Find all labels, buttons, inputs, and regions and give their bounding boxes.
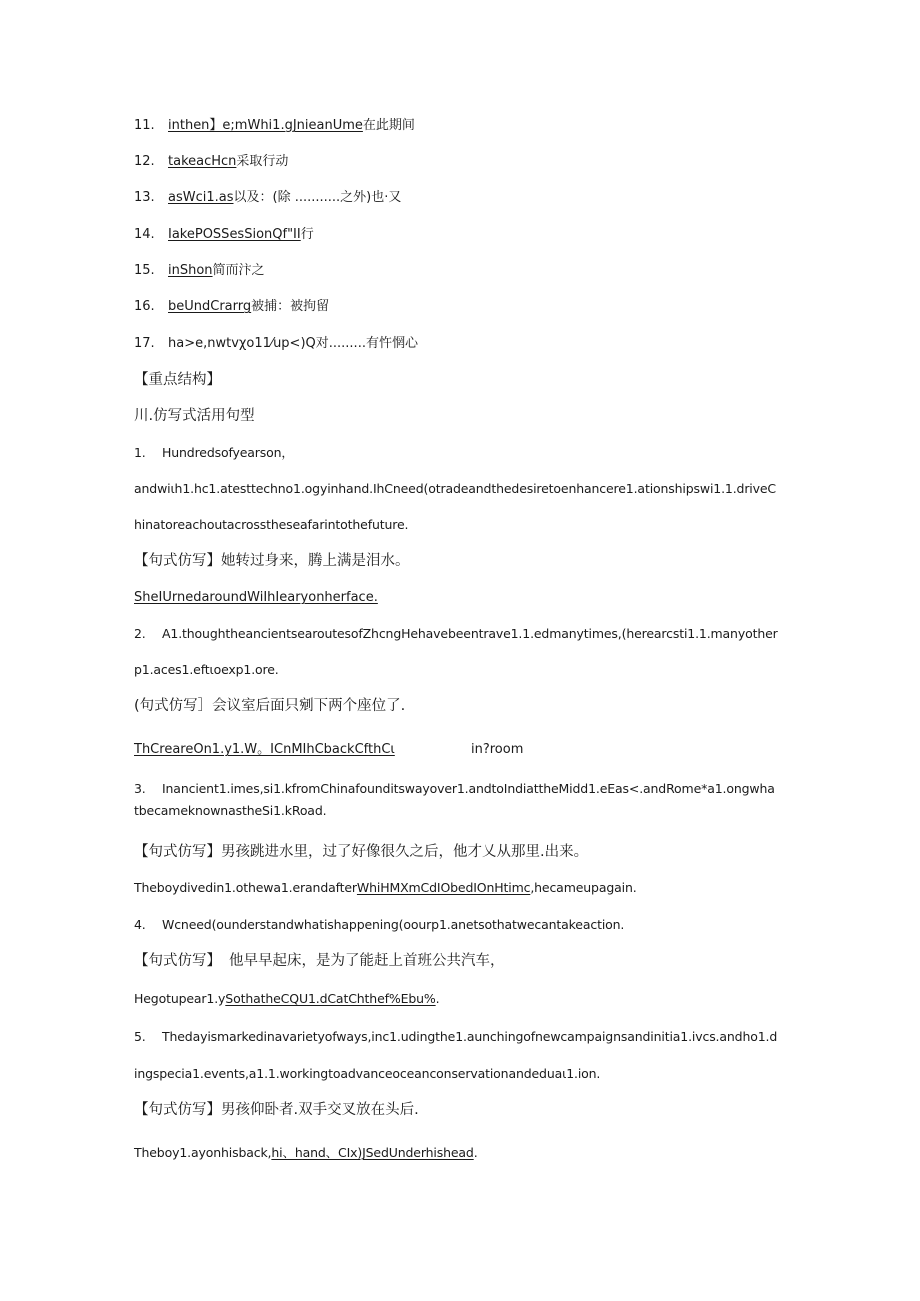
practice-text: 男孩仰卧者.双手交叉放在头后. xyxy=(221,1102,419,1118)
phrase-english: asWci1.as xyxy=(168,190,234,205)
phrase-english: IakePOSSesSionQf"II xyxy=(168,227,301,242)
phrase-12: 12. takeacHcn采取行动 xyxy=(134,154,289,169)
practice-text: 男孩跳进水里，过了好像很久之后，他才乂从那里.出来。 xyxy=(221,844,589,860)
phrase-chinese: 被捕：被拘留 xyxy=(251,299,330,314)
practice-4-answer: Hegotupear1.ySothatheCQU1.dCatChthef%Ebu%. xyxy=(134,991,440,1006)
sentence-3-line-1: 3. Inancient1.imes,si1.kfromChinafounditswayover1.andtoIndiattheMidd1.eEas<.andRome*a1.ongwha xyxy=(134,781,775,796)
practice-label: 【句式仿写】 xyxy=(134,844,221,860)
phrase-english: beUndCrarrg xyxy=(168,299,252,314)
sentence-4-line-1: 4. Wcneed(ounderstandwhatishappening(oourp1.anetsothatwecantakeaction. xyxy=(134,917,625,932)
practice-text: 他早早起床，是为了能赶上首班公共汽车， xyxy=(229,953,505,969)
practice-5-answer: Theboy1.ayonhisback,hi、hand、CIx)JSedUnderhishead. xyxy=(134,1145,478,1160)
practice-label: (句式仿写］ xyxy=(134,698,213,714)
practice-label: 【句式仿写】 xyxy=(134,953,221,969)
phrase-16: 16. beUndCrarrg被捕：被拘留 xyxy=(134,299,330,314)
phrase-english: ha>e,nwtvχo11⁄up<)Q xyxy=(168,336,316,351)
phrase-chinese: 以及：(除 ...........之外)也·又 xyxy=(233,190,402,205)
phrase-chinese: 对.........有忤惘心 xyxy=(315,336,418,351)
phrase-chinese: 采取行动 xyxy=(236,154,289,169)
practice-2-answer-end: in?room xyxy=(471,742,524,757)
sentence-3-line-2: tbecameknownastheSi1.kRoad. xyxy=(134,803,327,818)
practice-2-answer: ThCreareOn1.y1.W。ICnMIhCbackCfthCι xyxy=(134,742,395,757)
sentence-1-line-1: 1. Hundredsofyearson， xyxy=(134,445,294,460)
phrase-11: 11. inthen】e;mWhi1.gJnieanUme在此期间 xyxy=(134,118,415,133)
sentence-2-line-1: 2. A1.thoughtheancientsearoutesofZhcngHehavebeentrave1.1.edmanytimes,(herearcsti1.1.manyother xyxy=(134,626,778,641)
phrase-english: inthen】e;mWhi1.gJnieanUme xyxy=(168,118,363,133)
phrase-17: 17. ha>e,nwtvχo11⁄up<)Q对.........有忤惘心 xyxy=(134,336,418,351)
sentence-2-line-2: p1.aces1.eftιoexp1.ore. xyxy=(134,662,279,677)
sentence-5-line-2: ingspecia1.events,a1.1.workingtoadvanceoceanconservationandeduaι1.ion. xyxy=(134,1066,601,1081)
sentence-1-line-3: hinatoreachoutacrosstheseafarintothefuture. xyxy=(134,517,409,532)
practice-1-answer: SheIUrnedaroundWiIhIearyonherface. xyxy=(134,590,378,605)
phrase-chinese: 行 xyxy=(300,227,314,242)
practice-3-prompt xyxy=(134,842,588,862)
sub-heading: 川.仿写式活用句型 xyxy=(134,408,255,424)
phrase-chinese: 简而汴之 xyxy=(212,263,265,278)
practice-label: 【句式仿写】 xyxy=(134,553,221,569)
sentence-5-line-1: 5. Thedayismarkedinavarietyofways,inc1.udingthe1.aunchingofnewcampaignsandinitia1.ivcs.andho1.d xyxy=(134,1029,778,1044)
practice-3-answer: Theboydivedin1.othewa1.erandafterWhiHMXmCdIObedIOnHtimc,hecameupagain. xyxy=(134,880,637,895)
sentence-1-line-2: andwiιh1.hc1.atesttechno1.ogyinhand.IhCneed(otradeandthedesiretoenhancere1.ationshipswi1.1.driveC xyxy=(134,481,776,496)
practice-text: 她转过身来，腾上满是泪水。 xyxy=(221,553,410,569)
phrase-14: 14. IakePOSSesSionQf"II行 xyxy=(134,227,314,242)
practice-5-prompt xyxy=(134,1100,419,1120)
section-heading: 【重点结构】 xyxy=(134,372,221,388)
phrase-15: 15. inShon简而汴之 xyxy=(134,263,265,278)
practice-2-prompt xyxy=(134,696,405,716)
phrase-english: takeacHcn xyxy=(168,154,237,169)
practice-4-prompt xyxy=(134,951,505,971)
phrase-chinese: 在此期间 xyxy=(362,118,415,133)
phrase-13: 13. asWci1.as以及：(除 ...........之外)也·又 xyxy=(134,190,402,205)
practice-label: 【句式仿写】 xyxy=(134,1102,221,1118)
practice-text: 会议室后面只剜下两个座位了. xyxy=(212,698,406,714)
phrase-english: inShon xyxy=(168,263,213,278)
practice-1-prompt xyxy=(134,551,410,571)
